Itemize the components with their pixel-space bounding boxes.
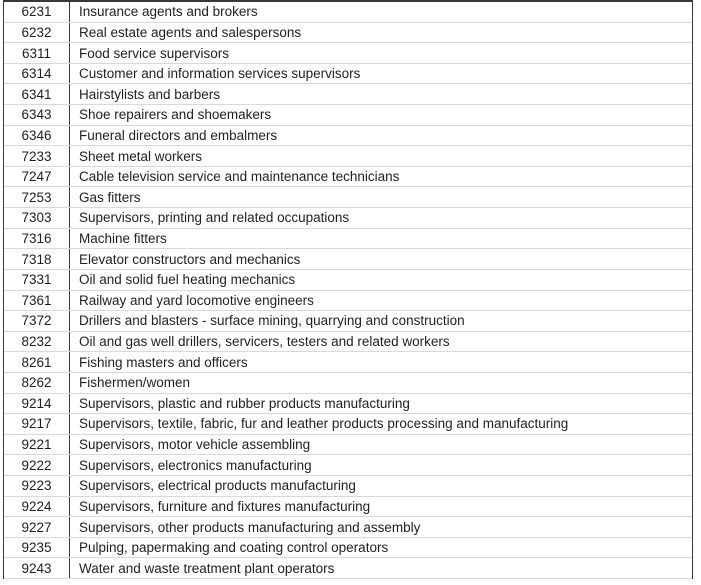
table-row [4, 146, 692, 167]
code-cell: 9235 [4, 538, 70, 558]
code-cell: 7233 [4, 146, 70, 166]
description-cell: Insurance agents and brokers [79, 4, 258, 20]
code-cell: 6346 [4, 126, 70, 146]
description-cell: Elevator constructors and mechanics [79, 251, 301, 267]
description-cell: Pulping, papermaking and coating control operators [79, 540, 389, 556]
code-cell: 7247 [4, 167, 70, 187]
occupation-codes-table [3, 0, 693, 579]
description-cell: Fishermen/women [79, 375, 191, 391]
table-row [4, 187, 692, 208]
table-row [4, 2, 692, 23]
table-row [4, 64, 692, 85]
code-cell: 7316 [4, 229, 70, 249]
description-cell: Gas fitters [79, 189, 141, 205]
description-cell: Oil and solid fuel heating mechanics [79, 272, 296, 288]
description-cell: Supervisors, other products manufacturing and assembly [79, 519, 421, 535]
table-row [4, 435, 692, 456]
description-cell: Supervisors, electronics manufacturing [79, 457, 312, 473]
table-row [4, 352, 692, 373]
description-cell: Drillers and blasters - surface mining, quarrying and construction [79, 313, 465, 329]
description-cell: Oil and gas well drillers, servicers, testers and related workers [79, 334, 450, 350]
description-cell: Supervisors, plastic and rubber products manufacturing [79, 395, 410, 411]
code-cell: 8261 [4, 352, 70, 372]
table-row [4, 476, 692, 497]
code-cell: 6231 [4, 2, 70, 22]
table-row [4, 43, 692, 64]
description-cell: Supervisors, textile, fabric, fur and leather products processing and manufacturing [79, 416, 569, 432]
table-row [4, 126, 692, 147]
code-cell: 7331 [4, 270, 70, 290]
table-row [4, 249, 692, 270]
code-cell: 9243 [4, 558, 70, 578]
table-row [4, 167, 692, 188]
code-cell: 6343 [4, 105, 70, 125]
code-cell: 8232 [4, 332, 70, 352]
table-row [4, 414, 692, 435]
code-cell: 6341 [4, 84, 70, 104]
table-row [4, 208, 692, 229]
code-cell: 9224 [4, 497, 70, 517]
description-cell: Cable television service and maintenance technicians [79, 169, 400, 185]
table-row [4, 84, 692, 105]
table-row [4, 229, 692, 250]
description-cell: Supervisors, furniture and fixtures manufacturing [79, 498, 371, 514]
description-cell: Supervisors, printing and related occupations [79, 210, 350, 226]
description-cell: Machine fitters [79, 231, 167, 246]
code-cell: 9214 [4, 394, 70, 414]
code-cell: 7372 [4, 311, 70, 331]
table-row [4, 373, 692, 394]
code-cell: 6314 [4, 64, 70, 84]
description-cell: Shoe repairers and shoemakers [79, 107, 272, 123]
table-row [4, 311, 692, 332]
code-cell: 9223 [4, 476, 70, 496]
table-row [4, 270, 692, 291]
table-row [4, 517, 692, 538]
code-cell: 6232 [4, 23, 70, 43]
code-cell: 9221 [4, 435, 70, 455]
table-row [4, 558, 692, 579]
description-cell: Funeral directors and embalmers [79, 127, 278, 143]
code-cell: 7361 [4, 291, 70, 311]
code-cell: 8262 [4, 373, 70, 393]
table-row [4, 105, 692, 126]
description-cell: Supervisors, electrical products manufacturing [79, 478, 356, 494]
description-cell: Water and waste treatment plant operators [79, 560, 335, 576]
table-row [4, 394, 692, 415]
table-row [4, 23, 692, 44]
code-cell: 7318 [4, 249, 70, 269]
code-cell: 9222 [4, 455, 70, 475]
code-cell: 6311 [4, 43, 70, 63]
description-cell: Fishing masters and officers [79, 354, 248, 370]
table-row [4, 538, 692, 559]
description-cell: Customer and information services supervisors [79, 66, 361, 82]
table-row [4, 497, 692, 518]
table-row [4, 291, 692, 312]
code-cell: 9217 [4, 414, 70, 434]
code-cell: 7303 [4, 208, 70, 228]
description-cell: Hairstylists and barbers [79, 86, 221, 102]
description-cell: Food service supervisors [79, 45, 230, 61]
description-cell: Railway and yard locomotive engineers [79, 292, 314, 308]
description-cell: Sheet metal workers [79, 148, 203, 164]
description-cell: Supervisors, motor vehicle assembling [79, 437, 311, 453]
code-cell: 7253 [4, 187, 70, 207]
code-cell: 9227 [4, 517, 70, 537]
table-row [4, 332, 692, 353]
description-cell: Real estate agents and salespersons [79, 24, 302, 40]
table-row [4, 455, 692, 476]
